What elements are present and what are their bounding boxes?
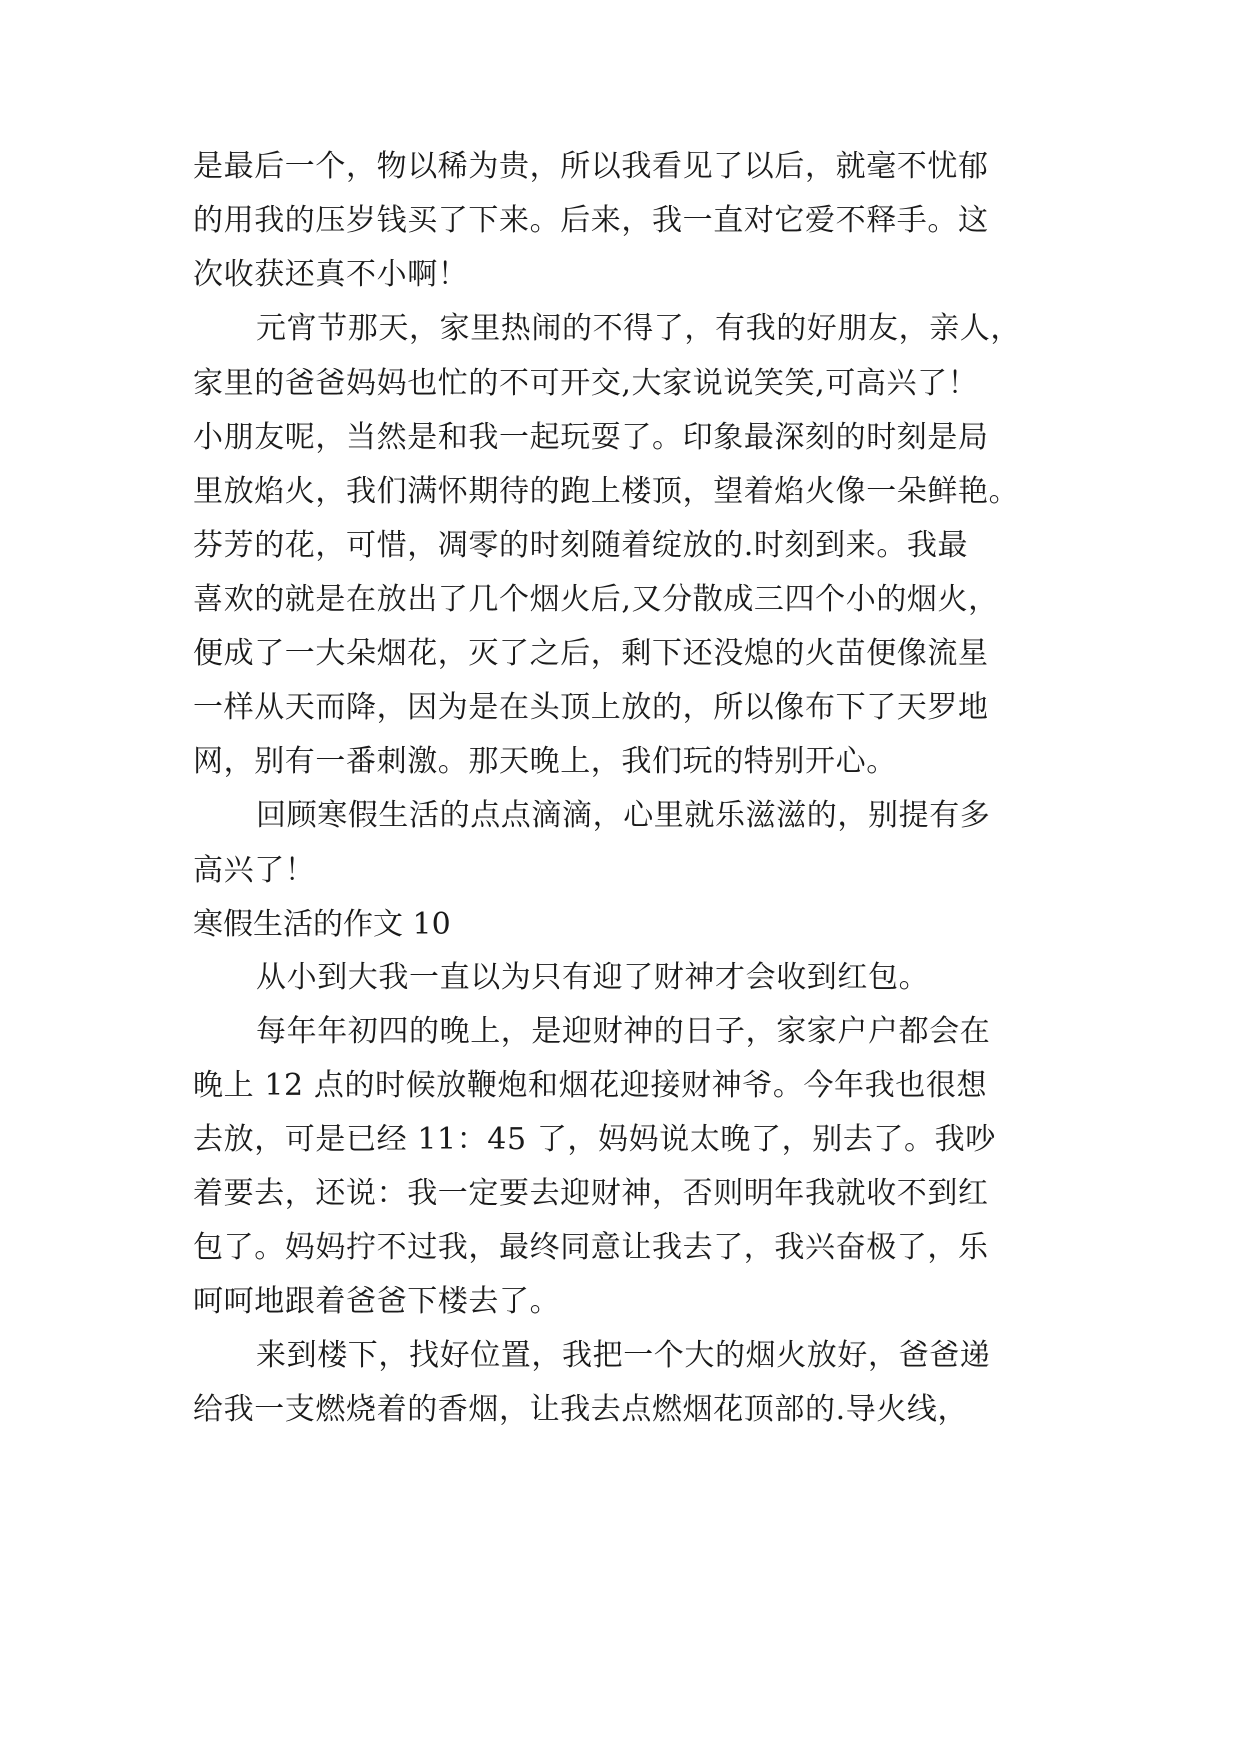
paragraph-1-line-2: 的用我的压岁钱买了下来。后来，我一直对它爱不释手。这	[193, 203, 989, 238]
paragraph-3-line-1: 回顾寒假生活的点点滴滴，心里就乐滋滋的，别提有多	[256, 798, 991, 833]
paragraph-2-line-2: 家里的爸爸妈妈也忙的不可开交,大家说说笑笑,可高兴了！	[193, 366, 979, 401]
paragraph-2-line-9: 网，别有一番刺激。那天晚上，我们玩的特别开心。	[193, 744, 897, 779]
paragraph-2-line-3: 小朋友呢，当然是和我一起玩耍了。印象最深刻的时刻是局	[193, 420, 989, 455]
paragraph-5-line-6: 呵呵地跟着爸爸下楼去了。	[193, 1284, 561, 1319]
paragraph-1-line-3: 次收获还真不小啊！	[193, 257, 469, 292]
paragraph-6-line-1: 来到楼下，找好位置，我把一个大的烟火放好，爸爸递	[256, 1338, 991, 1373]
paragraph-1-line-1: 是最后一个，物以稀为贵，所以我看见了以后，就毫不忧郁	[193, 149, 989, 184]
paragraph-2-line-5: 芬芳的花，可惜，凋零的时刻随着绽放的.时刻到来。我最	[193, 528, 969, 563]
paragraph-5-line-3: 去放，可是已经 11：45 了，妈妈说太晚了，别去了。我吵	[193, 1122, 996, 1157]
paragraph-2-line-1: 元宵节那天，家里热闹的不得了，有我的好朋友，亲人，	[256, 311, 1021, 346]
paragraph-6-line-2: 给我一支燃烧着的香烟，让我去点燃烟花顶部的.导火线，	[193, 1392, 969, 1427]
paragraph-5-line-5: 包了。妈妈拧不过我，最终同意让我去了，我兴奋极了，乐	[193, 1230, 989, 1265]
paragraph-5-line-4: 着要去，还说：我一定要去迎财神，否则明年我就收不到红	[193, 1176, 989, 1211]
paragraph-4-line-1: 从小到大我一直以为只有迎了财神才会收到红包。	[256, 960, 930, 995]
paragraph-2-line-4: 里放焰火，我们满怀期待的跑上楼顶，望着焰火像一朵鲜艳。	[193, 474, 1020, 509]
paragraph-2-line-8: 一样从天而降，因为是在头顶上放的，所以像布下了天罗地	[193, 690, 989, 725]
paragraph-2-line-7: 便成了一大朵烟花，灭了之后，剩下还没熄的火苗便像流星	[193, 636, 989, 671]
paragraph-3-line-2: 高兴了！	[193, 853, 316, 888]
essay-heading: 寒假生活的作文 10	[193, 907, 451, 942]
paragraph-5-line-1: 每年年初四的晚上，是迎财神的日子，家家户户都会在	[256, 1014, 991, 1049]
paragraph-5-line-2: 晚上 12 点的时候放鞭炮和烟花迎接财神爷。今年我也很想	[193, 1068, 988, 1103]
paragraph-2-line-6: 喜欢的就是在放出了几个烟火后,又分散成三四个小的烟火，	[193, 582, 999, 617]
